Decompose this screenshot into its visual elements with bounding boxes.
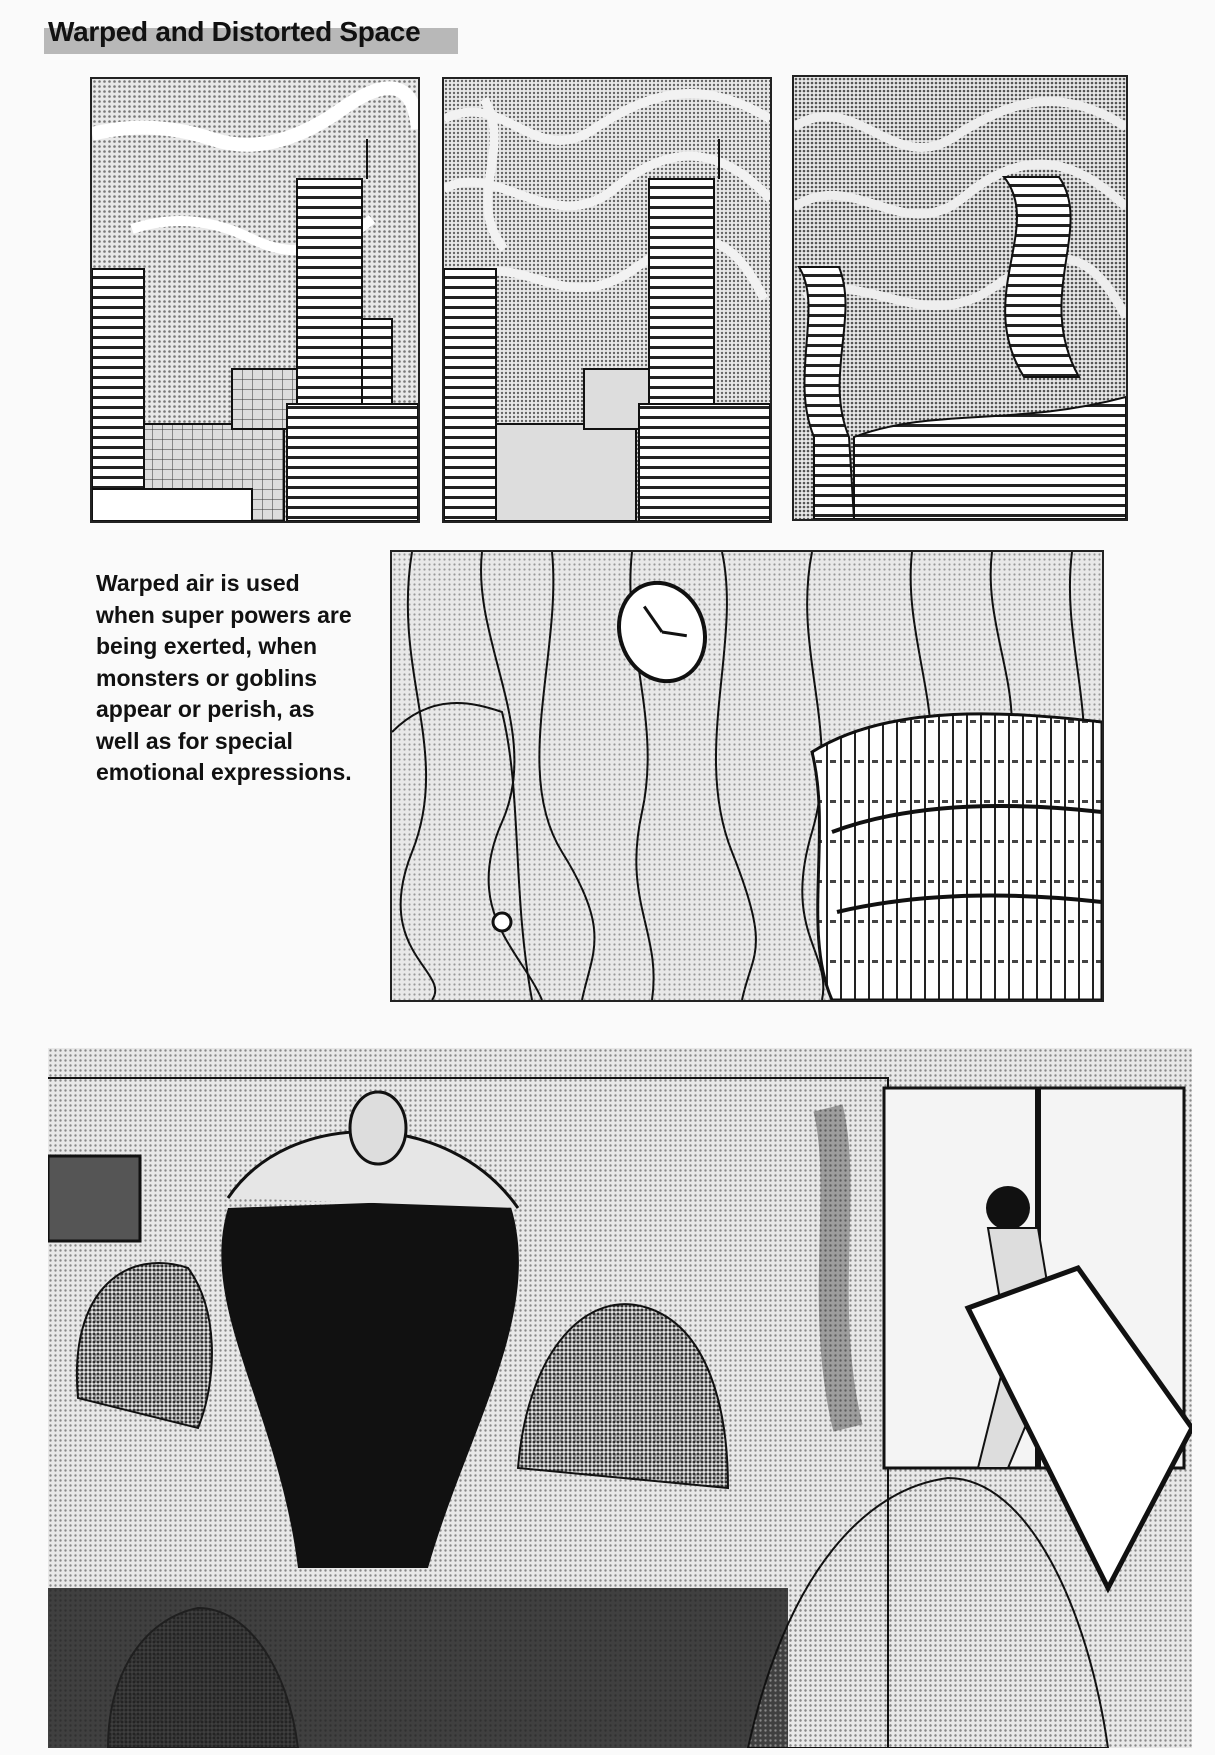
caption-line: Warped air is used [96,570,300,596]
caption-line: appear or perish, as [96,696,315,722]
caption-line: monsters or goblins [96,664,318,691]
panel-city-fully-warped [792,75,1128,521]
panel-city-normal-sky [90,77,420,523]
warped-city-illustration [794,77,1126,519]
melting-clock-bookshelf-illustration [392,552,1102,1000]
panel-monsters-in-room [48,1048,1192,1748]
caption-line: when super powers are [96,601,352,628]
warped-bookshelf [812,714,1102,1000]
panel-city-warped-sky [442,77,772,523]
caption-line: emotional expressions. [96,759,352,785]
panel-warped-room-clock-bookshelf [390,550,1104,1002]
caption-text [96,568,376,789]
caption-line: being exerted, when [96,633,318,659]
page-title: Warped and Distorted Space [48,16,421,47]
caption-line: well as for special [96,727,293,754]
city-skyline-illustration [92,79,418,521]
warped-sky-city-illustration [444,79,770,521]
monsters-room-scene-illustration [48,1048,1192,1748]
